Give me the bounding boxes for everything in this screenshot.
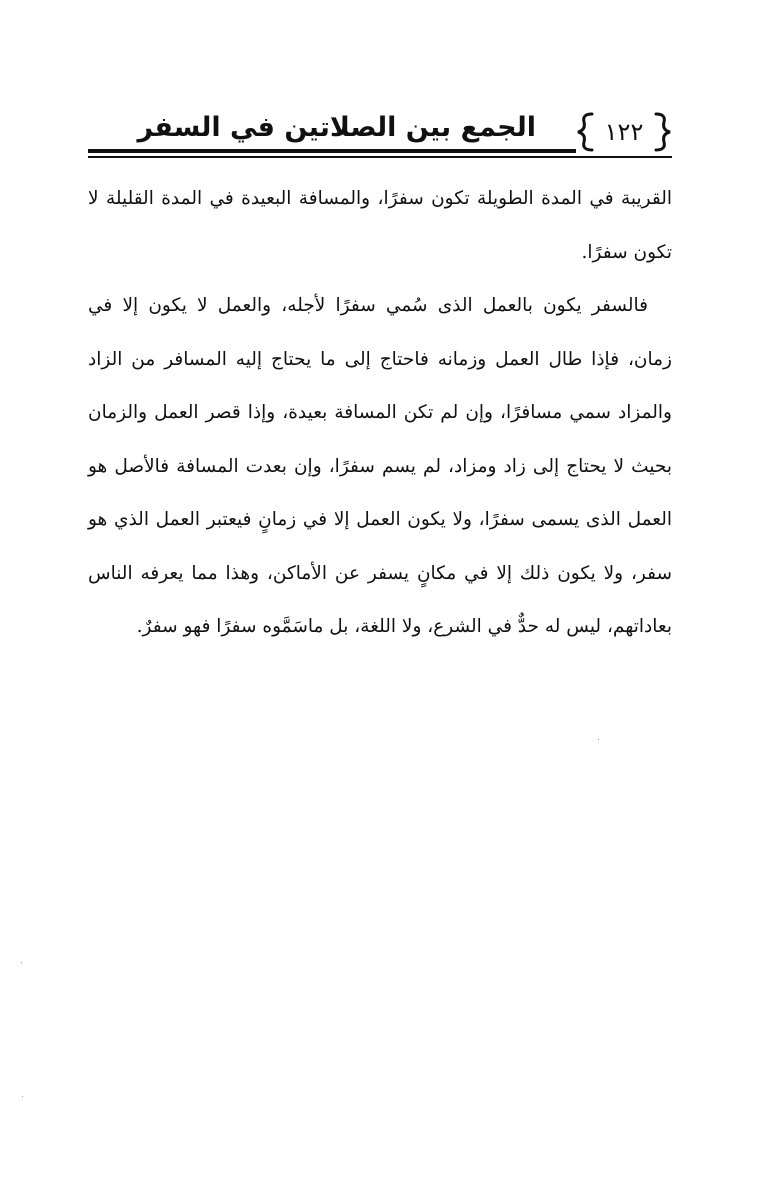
paragraph: فالسفر يكون بالعمل الذى سُمي سفرًا لأجله، والعمل لا يكون إلا في زمان، فإذا طال العمل وزمانه فاحتاج إلى ما يحتاج إليه المسافر من الزاد والمزاد سمي مسافرًا، وإن لم تكن المسافة بعيدة، وإذا قصر العمل والزمان بحيث لا يحتاج إلى زاد ومزاد، لم يسم سفرًا، وإن بعدت المسافة فالأصل هو العمل الذى يسمى سفرًا، ولا يكون العمل إلا في زمانٍ فيعتبر العمل الذي هو سفر، ولا يكون ذلك إلا في مكانٍ يسفر عن الأماكن، وهذا مما يعرفه الناس بعاداتهم، ليس له حدٌّ في الشرع، ولا اللغة، بل ماسَمَّوه سفرًا فهو سفرٌ.	[88, 295, 672, 637]
paragraph: القريبة في المدة الطويلة تكون سفرًا، والمسافة البعيدة في المدة القليلة لا تكون سفرًا.	[88, 188, 672, 263]
body-text	[88, 172, 672, 654]
scan-speck	[22, 1096, 23, 1097]
scan-speck	[21, 962, 22, 963]
page-number: ١٢٢	[604, 118, 644, 146]
page-header	[88, 106, 672, 162]
scan-speck	[598, 739, 599, 740]
header-rule-thin	[88, 156, 672, 158]
page-number-badge	[576, 108, 672, 156]
running-title: الجمع بين الصلاتين في السفر	[137, 112, 536, 143]
